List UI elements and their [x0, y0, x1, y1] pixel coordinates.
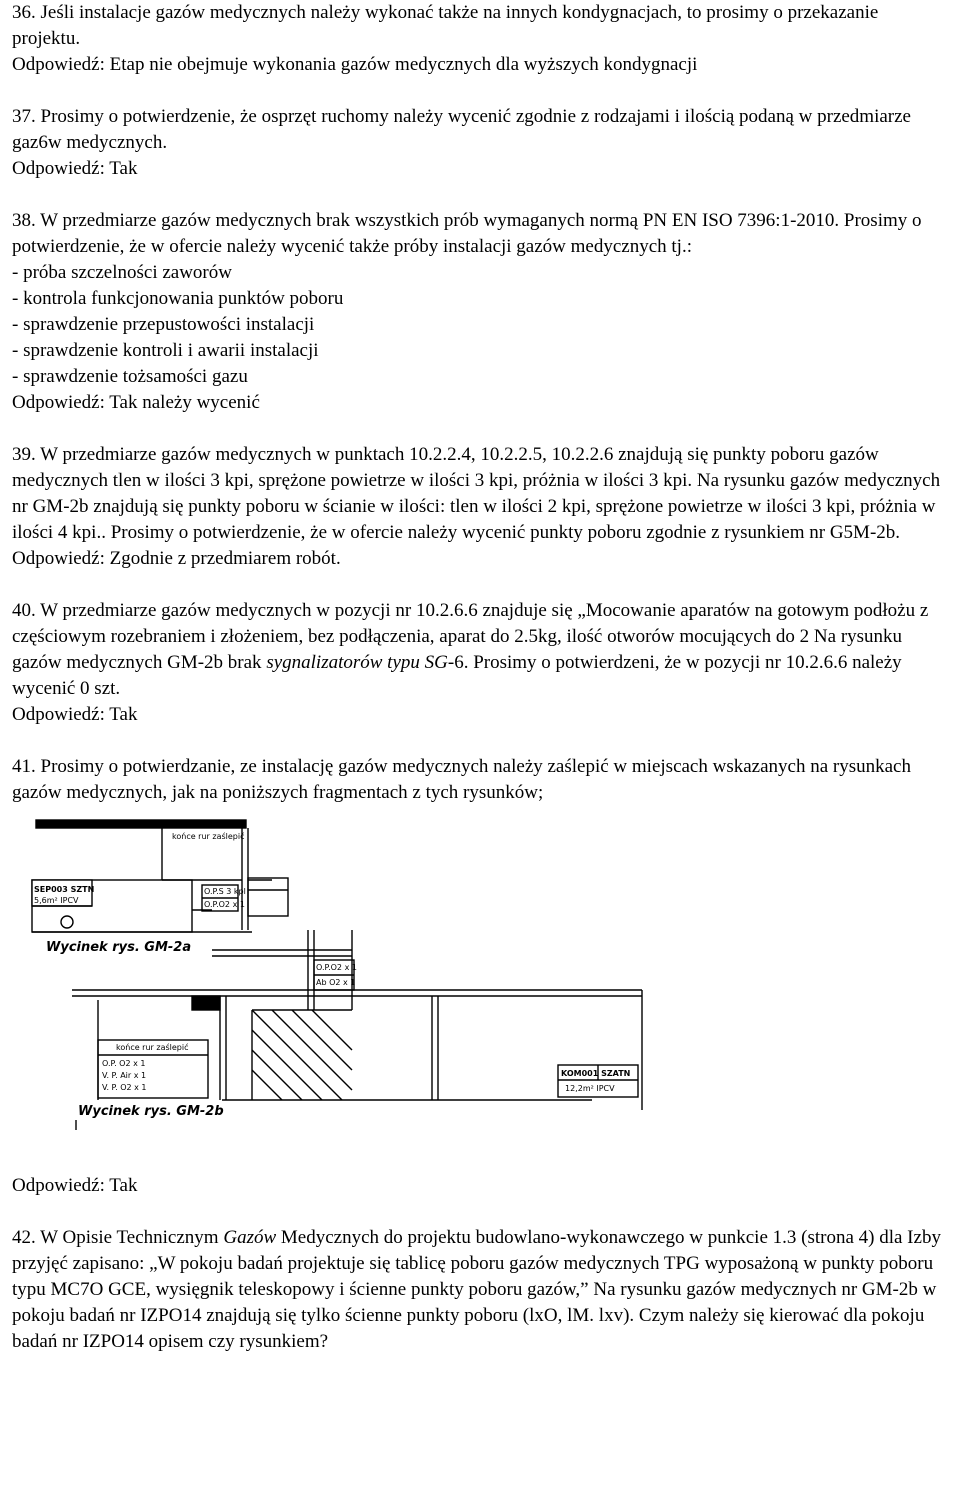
answer-label: Odpowiedź:	[12, 54, 105, 75]
q38-item: - sprawdzenie tożsamości gazu	[12, 366, 248, 387]
drawing-excerpts-figure	[12, 810, 948, 1155]
answer-text: Zgodnie z przedmiarem robót.	[104, 548, 341, 569]
caption-gm-2b: Wycinek rys. GM-2b	[78, 1104, 224, 1119]
q38-text: 38. W przedmiarze gazów medycznych brak wszystkich prób wymaganych normą PN EN ISO 7396:1-2010. Prosimy o potwierdzenie, że w ofercie należy wycenić także próby instalacji gazów medycznych tj.:	[12, 210, 922, 257]
q39-answer	[12, 546, 948, 572]
q41-text: 41. Prosimy o potwierdzanie, ze instalację gazów medycznych należy zaślepić w miejscach wskazanych na rysunkach gazów medycznych, jak na poniższych fragmentach z tych rysunków;	[12, 756, 911, 803]
drawing-label: O.P.S 3 kpl	[204, 887, 246, 896]
drawing-label: 5,6m² IPCV	[34, 896, 79, 905]
q42-text-part: Medycznych do projektu budowlano-wykonawczego w punkcie 1.3 (strona 4) dla Izby przyjęć zapisano: „W pokoju badań projektuje się tablicę poboru gazów medycznych TPG wyposażoną w punkty poboru typu MC7O GCE, wysięgnik teleskopowy i ścienne punkty poboru gazów,” Na rysunku gazów medycznych nr GM-2b w pokoju badań nr IZPO14 znajdują się tylko ścienne punkty poboru (lxO, lM. lxv). Czym należy się kierować dla pokoju badań nr IZPO14 opisem czy rysunkiem?	[12, 1227, 941, 1352]
q39-text: 39. W przedmiarze gazów medycznych w punktach 10.2.2.4, 10.2.2.5, 10.2.2.6 znajdują się punkty poboru gazów medycznych tlen w ilości 3 kpi, sprężone powietrze w ilości 3 kpi, próżnia w ilości 3 kpi. Na rysunku gazów medycznych nr GM-2b znajdują się punkty poboru w ścianie w ilości: tlen w ilości 2 kpi, sprężone powietrze w ilości 3 kpi, próżnia w ilości 4 kpi.. Prosimy o potwierdzenie, że w ofercie należy wycenić punkty poboru zgodnie z rysunkiem nr G5M-2b.	[12, 444, 941, 543]
answer-text: Tak	[104, 1175, 138, 1196]
q38-item: - próba szczelności zaworów	[12, 262, 232, 283]
q37-text: 37. Prosimy o potwierdzenie, że osprzęt ruchomy należy wycenić zgodnie z rodzajami i ilością podaną w przedmiarze gaz6w medycznych.	[12, 106, 911, 153]
drawing-label: końce rur zaślepić	[116, 1043, 189, 1052]
caption-gm-2a: Wycinek rys. GM-2a	[46, 940, 192, 955]
q38-answer	[12, 390, 948, 416]
drawing-label: Ab O2 x 1	[316, 978, 356, 987]
answer-text: Tak	[104, 704, 138, 725]
q40-text-part: 40. W przedmiarze gazów medycznych w pozycji nr 10.2.6.6 znajduje się „Mocowanie aparatów na gotowym podłożu z częściowym rozebraniem i złożeniem, bez podłączenia, aparat do 2.5kg, ilość otworów mocujących do 2 Na rysunku gazów medycznych GM-2b brak	[12, 600, 929, 673]
answer-text: Tak	[104, 158, 138, 179]
q38-item: - sprawdzenie przepustowości instalacji	[12, 314, 315, 335]
q40-answer	[12, 702, 948, 728]
q42-text-part: 42. W Opisie Technicznym	[12, 1227, 224, 1248]
q38-item: - kontrola funkcjonowania punktów poboru	[12, 288, 344, 309]
drawing-label: O.P.O2 x 1	[204, 900, 245, 909]
drawing-label: końce rur zaślepić	[172, 832, 245, 841]
q36-text: 36. Jeśli instalacje gazów medycznych należy wykonać także na innych kondygnacjach, to prosimy o przekazanie projektu.	[12, 2, 879, 49]
excerpt-gm-2a	[32, 820, 354, 1010]
answer-text: Etap nie obejmuje wykonania gazów medycznych dla wyższych kondygnacji	[104, 54, 698, 75]
document-page	[12, 0, 948, 1355]
answer-label: Odpowiedź:	[12, 158, 105, 179]
q40-text	[12, 598, 948, 702]
q37-answer	[12, 156, 948, 182]
drawing-label: V. P. O2 x 1	[102, 1083, 147, 1092]
q36-answer	[12, 52, 948, 78]
q40-text-part: -6. Prosimy o potwierdzeni, że w pozycji nr 10.2.6.6 należy wycenić 0 szt.	[12, 652, 902, 699]
drawing-label: V. P. Air x 1	[102, 1071, 147, 1080]
q40-text-italic: sygnalizatorów typu SG	[266, 652, 448, 673]
answer-label: Odpowiedź:	[12, 548, 105, 569]
q41-answer	[12, 1173, 948, 1199]
answer-label: Odpowiedź:	[12, 392, 105, 413]
answer-label: Odpowiedź:	[12, 1175, 105, 1196]
drawing-label: O.P.O2 x 1	[316, 963, 357, 972]
drawing-label: O.P. O2 x 1	[102, 1059, 146, 1068]
answer-label: Odpowiedź:	[12, 704, 105, 725]
drawing-label: 12,2m² IPCV	[565, 1084, 615, 1093]
q42-text-italic: Gazów	[223, 1227, 277, 1248]
q38-item: - sprawdzenie kontroli i awarii instalacji	[12, 340, 319, 361]
drawing-label: KOM001 SZATN	[561, 1069, 631, 1078]
drawing-label: SEP003 SZTN	[34, 885, 95, 894]
answer-text: Tak należy wycenić	[104, 392, 260, 413]
q42-text	[12, 1225, 948, 1355]
